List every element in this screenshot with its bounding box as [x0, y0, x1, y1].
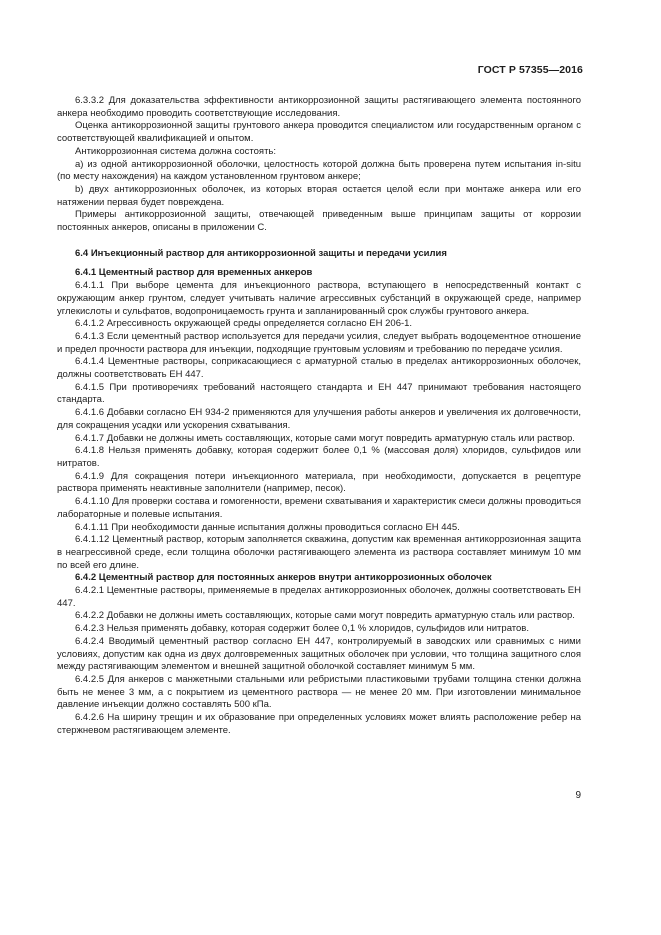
- section-heading: 6.4 Инъекционный раствор для антикоррозионной защиты и передачи усилия: [75, 247, 447, 259]
- paragraph: 6.4.1.4 Цементные растворы, соприкасающиеся с арматурной сталью в пределах антикоррозионных оболочек, должны соответствовать ЕН 447.: [57, 356, 581, 381]
- paragraph: а) из одной антикоррозионной оболочки, целостность которой должна быть проверена путем испытания in-situ (по месту нахождения) на каждом установленном грунтовом анкере;: [57, 158, 581, 183]
- section-heading: 6.4.2 Цементный раствор для постоянных анкеров внутри антикоррозионных оболочек: [75, 572, 492, 584]
- paragraph: 6.4.1.5 При противоречиях требований настоящего стандарта и ЕН 447 принимают требования настоящего стандарта.: [57, 381, 581, 406]
- paragraph: 6.4.1.2 Агрессивность окружающей среды определяется согласно ЕН 206-1.: [75, 318, 413, 330]
- paragraph: 6.4.1.11 При необходимости данные испытания должны проводиться согласно ЕН 445.: [75, 521, 460, 533]
- paragraph: 6.4.1.6 Добавки согласно ЕН 934-2 применяются для улучшения работы анкеров и увеличения их долговечности, для сокращения усадки или ускорения схватывания.: [57, 407, 581, 431]
- paragraph: Оценка антикоррозионной защиты грунтового анкера проводится специалистом или государственным органом с соответствующей квалификацией и опытом.: [57, 120, 581, 145]
- page-number: 9: [575, 790, 581, 801]
- paragraph: b) двух антикоррозионных оболочек, из которых вторая остается целой если при монтаже анкера или его натяжении первая будет повреждена.: [57, 183, 581, 208]
- paragraph: Примеры антикоррозионной защиты, отвечающей приведенным выше принципам защиты от коррозии постоянных анкеров, описаны в приложении С.: [57, 209, 581, 234]
- paragraph: 6.4.2.4 Вводимый цементный раствор согласно ЕН 447, контролируемый в заводских или сравнимых с ними условиях, допустим как одна из двух долговременных защитных оболочек при условии, что толщина защитного слоя между растягивающим элементом и внешней защитной оболочкой составляет минимум 5 мм.: [57, 635, 581, 673]
- paragraph: 6.4.1.9 Для сокращения потери инъекционного материала, при необходимости, допускается в рецептуре раствора применять неактивные заполнители (например, песок).: [57, 470, 581, 495]
- paragraph: 6.4.1.12 Цементный раствор, которым заполняется скважина, допустим как временная антикоррозионная защита в неагрессивной среде, если толщина оболочки растягивающего элемента из раствора составляет минимум 10 мм по всей его длине.: [57, 534, 581, 571]
- paragraph: 6.4.1.10 Для проверки состава и гомогенности, времени схватывания и характеристик смеси должны проводиться лабораторные и полевые испытания.: [57, 496, 581, 520]
- standard-designation: ГОСТ Р 57355—2016: [477, 64, 583, 76]
- paragraph: 6.4.2.5 Для анкеров с манжетными стальными или ребристыми пластиковыми трубами толщина стенки должна быть не менее 3 мм, а с покрытием из цементного раствора — не менее 20 мм. При изготовлении минимальное давление инъекции должно составлять 500 кПа.: [57, 673, 581, 711]
- paragraph: Антикоррозионная система должна состоять:: [75, 145, 277, 157]
- paragraph: 6.4.2.2 Добавки не должны иметь составляющих, которые сами могут повредить арматурную сталь или раствор.: [75, 610, 575, 622]
- section-heading: 6.4.1 Цементный раствор для временных анкеров: [75, 267, 313, 279]
- paragraph: 6.4.2.1 Цементные растворы, применяемые в пределах антикоррозионных оболочек, должны соответствовать ЕН 447.: [57, 585, 581, 609]
- paragraph: 6.4.1.8 Нельзя применять добавку, которая содержит более 0,1 % (массовая доля) хлоридов, сульфидов или нитратов.: [57, 445, 581, 469]
- paragraph: 6.4.2.3 Нельзя применять добавку, которая содержит более 0,1 % хлоридов, сульфидов или нитратов.: [75, 623, 529, 635]
- paragraph: 6.4.1.1 При выборе цемента для инъекционного раствора, вступающего в непосредственный контакт с окружающим анкер грунтом, следует учитывать наличие агрессивных субстанций в окружающей среде, например углекислоты и сульфатов, водопроницаемость грунта и запланированный срок службы грунтового анкера.: [57, 280, 581, 317]
- paragraph: 6.4.2.6 На ширину трещин и их образование при определенных условиях может влиять расположение ребер на стержневом растягивающем элементе.: [57, 712, 581, 736]
- document-body: [57, 95, 581, 737]
- paragraph: 6.3.3.2 Для доказательства эффективности антикоррозионной защиты растягивающего элемента постоянного анкера необходимо проводить соответствующие исследования.: [57, 95, 581, 119]
- paragraph: 6.4.1.3 Если цементный раствор используется для передачи усилия, следует выбрать водоцементное отношение и предел прочности раствора для инъекции, подходящие грунтовым условиям и требованию по передаче усилия.: [57, 330, 581, 355]
- paragraph: 6.4.1.7 Добавки не должны иметь составляющих, которые сами могут повредить арматурную сталь или раствор.: [75, 432, 575, 444]
